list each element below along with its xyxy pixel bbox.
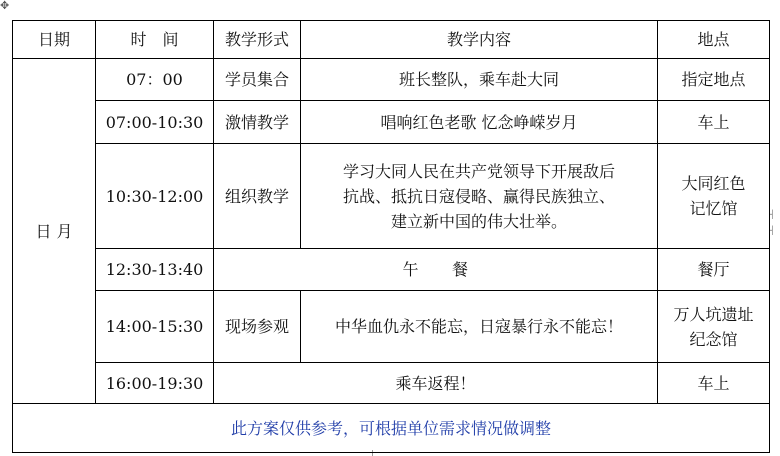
table-row (13, 144, 770, 249)
form-cell: 现场参观 (214, 291, 301, 363)
header-content: 教学内容 (301, 21, 658, 59)
time-cell: 14:00-15:30 (96, 291, 214, 363)
note-row (13, 404, 770, 453)
merged-content-cell: 午 餐 (214, 249, 658, 291)
date-cell: 日 月 (13, 59, 96, 404)
content-cell (301, 144, 658, 249)
location-line: 万人坑遗址 (673, 304, 754, 324)
time-cell: 10:30-12:00 (96, 144, 214, 249)
content-line: 抗战、抵抗日寇侵略、赢得民族独立、 (342, 186, 615, 206)
header-form: 教学形式 (214, 21, 301, 59)
table-row (13, 363, 770, 404)
table-row (13, 59, 770, 101)
location-cell: 指定地点 (658, 59, 770, 101)
table-row (13, 249, 770, 291)
content-cell: 唱响红色老歌 忆念峥嵘岁月 (301, 101, 658, 144)
time-cell: 16:00-19:30 (96, 363, 214, 404)
move-handle-icon[interactable]: ✥ (0, 0, 10, 12)
resize-handle-icon[interactable]: ┤ (770, 210, 775, 219)
location-cell (658, 291, 770, 363)
merged-content-cell: 乘车返程！ (214, 363, 658, 404)
location-cell: 车上 (658, 363, 770, 404)
header-row (13, 21, 770, 59)
header-date: 日期 (13, 21, 96, 59)
location-cell: 餐厅 (658, 249, 770, 291)
content-cell: 中华血仇永不能忘，日寇暴行永不能忘！ (301, 291, 658, 363)
time-cell: 12:30-13:40 (96, 249, 214, 291)
content-line: 学习大同人民在共产党领导下开展敌后 (342, 161, 615, 181)
time-cell: 07:00-10:30 (96, 101, 214, 144)
header-location: 地点 (658, 21, 770, 59)
location-line: 大同红色 (681, 174, 746, 193)
header-time: 时 间 (96, 21, 214, 59)
schedule-table (12, 20, 770, 453)
note-cell: 此方案仅供参考，可根据单位需求情况做调整 (13, 404, 770, 453)
location-line: 纪念馆 (689, 329, 738, 349)
table-row (13, 101, 770, 144)
location-cell (658, 144, 770, 249)
form-cell: 学员集合 (214, 59, 301, 101)
time-cell: 07：00 (96, 59, 214, 101)
form-cell: 激情教学 (214, 101, 301, 144)
location-line: 记忆馆 (689, 199, 738, 218)
table-row (13, 291, 770, 363)
resize-handle-icon[interactable]: ┤ (770, 226, 775, 235)
form-cell: 组织教学 (214, 144, 301, 249)
location-cell: 车上 (658, 101, 770, 144)
content-cell: 班长整队，乘车赴大同 (301, 59, 658, 101)
content-line: 建立新中国的伟大壮举。 (390, 211, 567, 231)
